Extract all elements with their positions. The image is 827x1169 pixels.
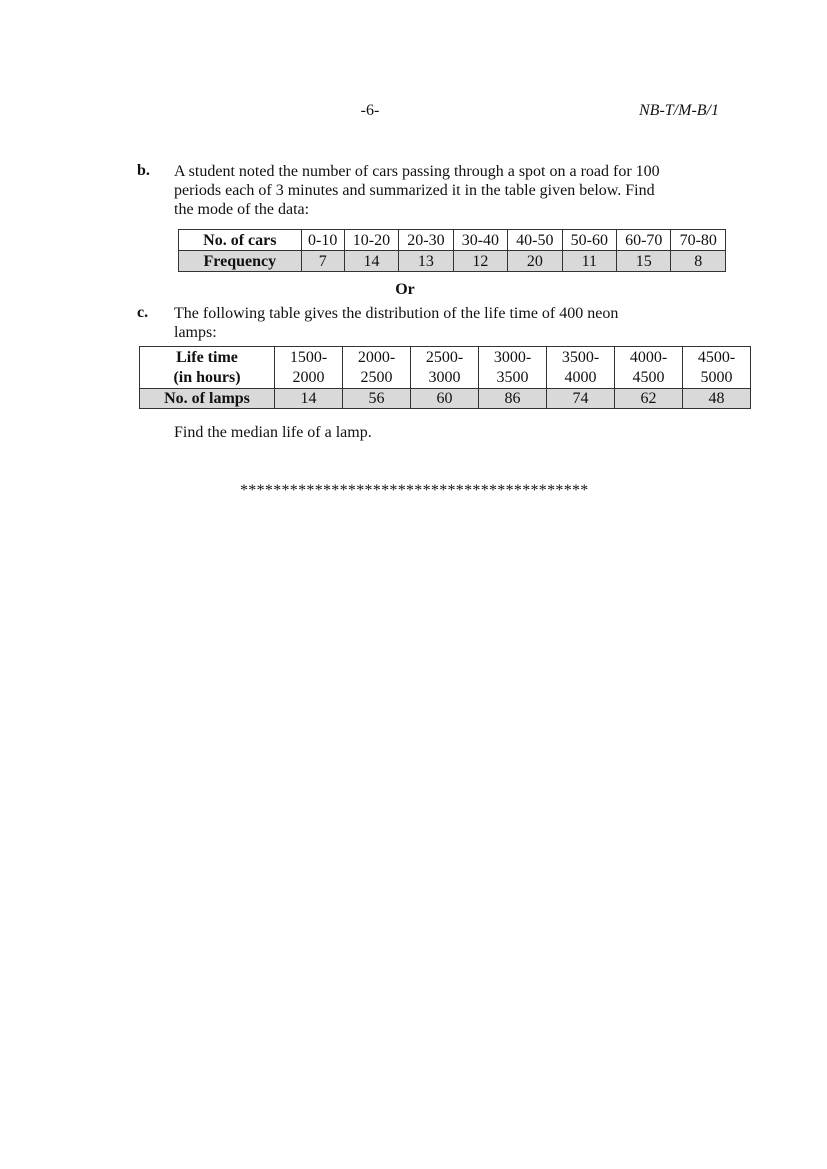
frequency-row [179, 251, 726, 272]
life-class-cell: 2000- 2500 [343, 347, 411, 389]
frequency-cell: 13 [399, 251, 453, 272]
frequency-cell: 7 [301, 251, 344, 272]
question-b-line-2: periods each of 3 minutes and summarized it in the table given below. Find [174, 182, 655, 199]
question-b-line-3: the mode of the data: [174, 201, 310, 218]
life-class-cell: 3500- 4000 [547, 347, 615, 389]
life-class-cell: 4000- 4500 [615, 347, 683, 389]
frequency-cell: 15 [617, 251, 671, 272]
frequency-cell: 20 [508, 251, 562, 272]
page-number: -6- [360, 102, 380, 119]
lamps-count-row [140, 389, 751, 409]
frequency-cell: 14 [344, 251, 398, 272]
life-time-row [140, 347, 751, 389]
cars-frequency-table [178, 229, 726, 272]
question-c-line-1: The following table gives the distribution of the life time of 400 neon [174, 305, 619, 322]
life-class-cell: 4500- 5000 [683, 347, 751, 389]
cars-class-cell: 40-50 [508, 230, 562, 251]
paper-code: NB-T/M-B/1 [639, 102, 719, 119]
question-b-line-1: A student noted the number of cars passing through a spot on a road for 100 [174, 163, 660, 180]
cars-row-header: No. of cars [179, 230, 302, 251]
cars-class-cell: 60-70 [617, 230, 671, 251]
lamps-count-cell: 48 [683, 389, 751, 409]
frequency-cell: 11 [562, 251, 616, 272]
question-b-text [174, 162, 711, 219]
cars-class-cell: 0-10 [301, 230, 344, 251]
question-b-label: b. [137, 162, 150, 179]
or-separator: Or [395, 281, 415, 298]
life-class-cell: 3000- 3500 [479, 347, 547, 389]
cars-class-cell: 30-40 [453, 230, 507, 251]
lamps-count-cell: 56 [343, 389, 411, 409]
frequency-cell: 12 [453, 251, 507, 272]
frequency-row-header: Frequency [179, 251, 302, 272]
question-c-instruction: Find the median life of a lamp. [174, 424, 372, 441]
cars-class-cell: 50-60 [562, 230, 616, 251]
lamps-count-cell: 60 [411, 389, 479, 409]
lamp-life-table [139, 346, 751, 409]
lamps-row-header: No. of lamps [140, 389, 275, 409]
life-time-header [140, 347, 275, 389]
lamps-count-cell: 74 [547, 389, 615, 409]
cars-class-cell: 10-20 [344, 230, 398, 251]
life-time-header-line-2: (in hours) [173, 368, 241, 386]
frequency-cell: 8 [671, 251, 726, 272]
life-time-header-line-1: Life time [176, 348, 238, 366]
end-separator: ****************************************** [240, 482, 589, 499]
question-c-text [174, 304, 711, 342]
life-class-cell: 1500- 2000 [275, 347, 343, 389]
cars-classes-row [179, 230, 726, 251]
life-class-cell: 2500- 3000 [411, 347, 479, 389]
lamps-count-cell: 14 [275, 389, 343, 409]
question-c-line-2: lamps: [174, 324, 217, 341]
cars-class-cell: 20-30 [399, 230, 453, 251]
cars-class-cell: 70-80 [671, 230, 726, 251]
question-c-label: c. [137, 304, 149, 321]
lamps-count-cell: 62 [615, 389, 683, 409]
lamps-count-cell: 86 [479, 389, 547, 409]
